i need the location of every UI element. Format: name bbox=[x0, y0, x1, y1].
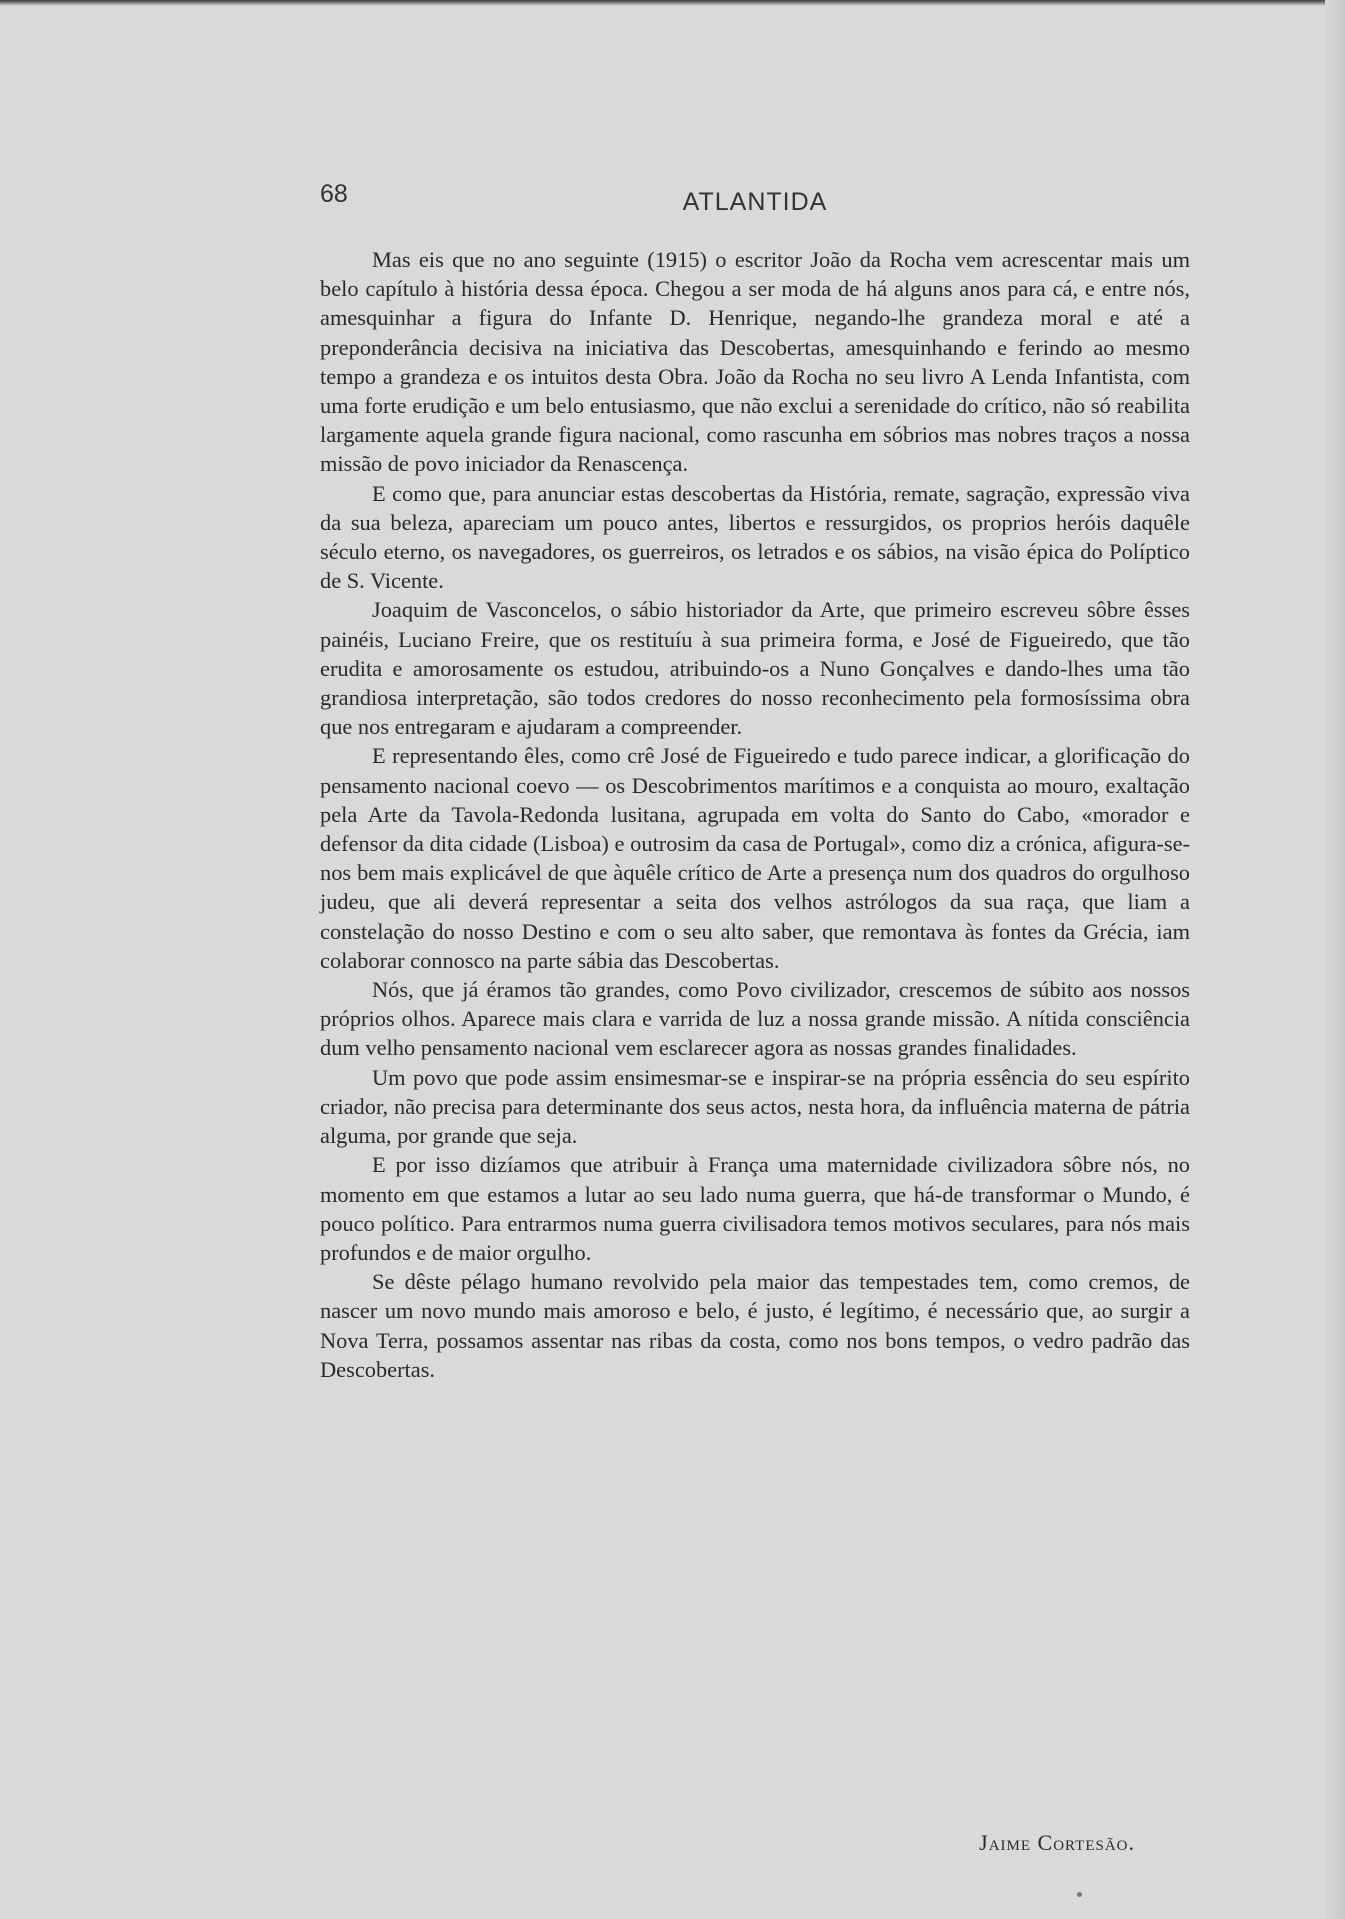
page-number: 68 bbox=[320, 180, 348, 208]
article-body bbox=[320, 245, 1190, 1384]
scan-edge-right bbox=[1325, 0, 1345, 1919]
paragraph: Um povo que pode assim ensimesmar-se e inspirar-se na própria essência do seu espírito criador, não precisa para determinante dos seus actos, nesta hora, da influência materna de pátria alguma, por grande que seja. bbox=[320, 1064, 1190, 1149]
paragraph: Nós, que já éramos tão grandes, como Povo civilizador, crescemos de súbito aos nossos próprios olhos. Aparece mais clara e varrida de luz a nossa grande missão. A nítida consciência dum velho pensamento nacional vem esclarecer agora as nossas grandes finalidades. bbox=[320, 977, 1190, 1061]
page bbox=[320, 180, 1190, 1855]
paragraph: Se dêste pélago humano revolvido pela maior das tempestades tem, como cremos, de nascer um novo mundo mais amoroso e belo, é justo, é legítimo, é necessário que, ao surgir a Nova Terra, possamos assentar nas ribas da costa, como nos bons tempos, o vedro padrão das Descobertas. bbox=[320, 1269, 1190, 1382]
journal-title: ATLANTIDA bbox=[682, 188, 828, 216]
author-signature: Jaime Cortesão. bbox=[979, 1830, 1135, 1855]
paragraph: E como que, para anunciar estas descobertas da História, remate, sagração, expressão viva da sua beleza, apareciam um pouco antes, libertos e ressurgidos, os proprios heróis daquêle século eterno, os navegadores, os guerreiros, os letrados e os sábios, na visão épica do Políptico de S. Vicente. bbox=[320, 480, 1190, 594]
paragraph: Mas eis que no ano seguinte (1915) o escritor João da Rocha vem acrescentar mais um belo capítulo à história dessa época. Chegou a ser moda de há alguns anos para cá, e entre nós, amesquinhar a figura do Infante D. Henrique, negando-lhe grandeza moral e até a preponderância decisiva na iniciativa das Descobertas, amesquinhando e ferindo ao mesmo tempo a grandeza e os intuitos desta Obra. João da Rocha no seu livro A Lenda Infantista, com uma forte erudição e um belo entusiasmo, que não exclui a serenidade do crítico, não só reabilita largamente aquela grande figura nacional, como rascunha em sóbrios mas nobres traços a nossa missão de povo iniciador da Renascença. bbox=[320, 247, 1190, 477]
ink-speck bbox=[1077, 1892, 1082, 1897]
paragraph: E por isso dizíamos que atribuir à França uma maternidade civilizadora sôbre nós, no momento em que estamos a lutar ao seu lado numa guerra, que há-de transformar o Mundo, é pouco político. Para entrarmos numa guerra civilisadora temos motivos seculares, para nós mais profundos e de maior orgulho. bbox=[320, 1152, 1190, 1265]
paragraph: E representando êles, como crê José de Figueiredo e tudo parece indicar, a glorificação do pensamento nacional coevo — os Descobrimentos marítimos e a conquista ao mouro, exaltação pela Arte da Tavola-Redonda lusitana, agrupada em volta do Santo do Cabo, «morador e defensor da dita cidade (Lisboa) e outrosim da casa de Portugal», como diz a crónica, afigura-se-nos bem mais explicável de que àquêle crítico de Arte a presença num dos quadros do orgulhoso judeu, que ali deverá representar a seita dos velhos astrólogos da sua raça, que liam a constelação do nosso Destino e com o seu alto saber, que remontava às fontes da Grécia, iam colaborar connosco na parte sábia das Descobertas. bbox=[320, 743, 1190, 973]
scan-edge bbox=[0, 0, 1345, 6]
running-header bbox=[320, 180, 1190, 220]
paragraph: Joaquim de Vasconcelos, o sábio historiador da Arte, que primeiro escreveu sôbre êsses painéis, Luciano Freire, que os restituíu à sua primeira forma, e José de Figueiredo, que tão erudita e amorosamente os estudou, atribuindo-os a Nuno Gonçalves e dando-lhes uma tão grandiosa interpretação, são todos credores do nosso reconhecimento pela formosíssima obra que nos entregaram e ajudaram a compreender. bbox=[320, 597, 1190, 740]
